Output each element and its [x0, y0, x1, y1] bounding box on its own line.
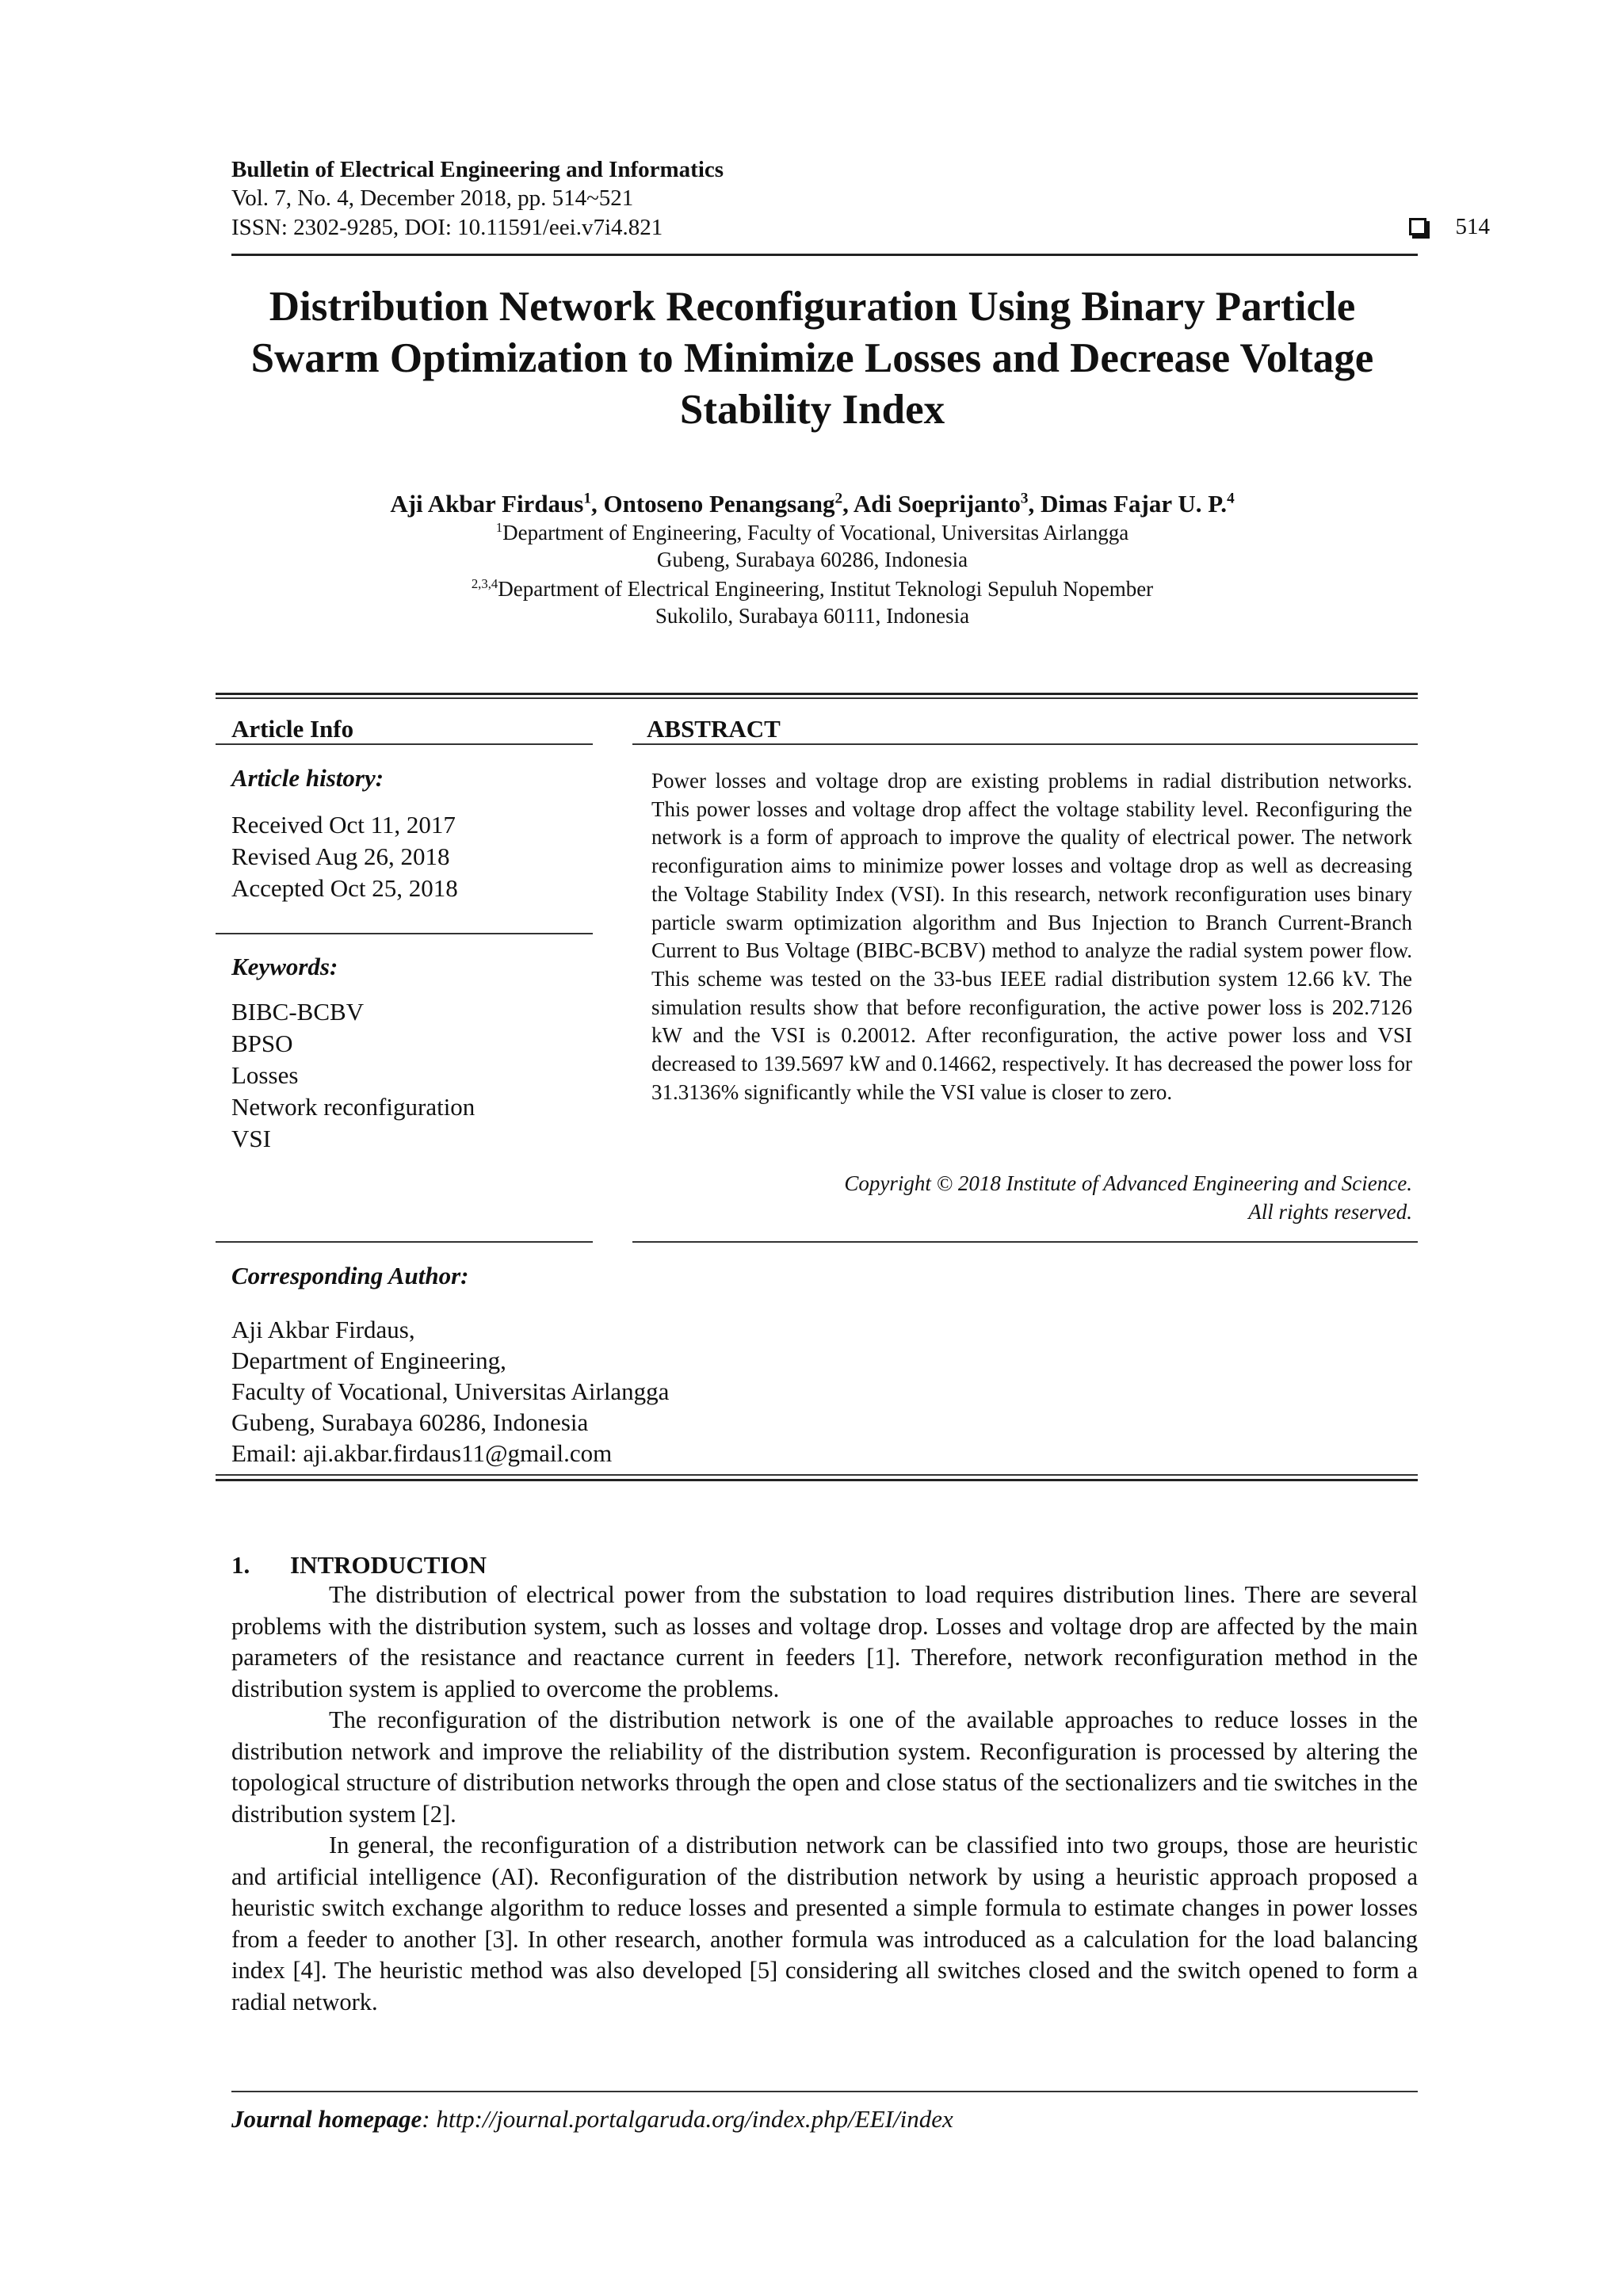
affiliation-1: $^1$Department of Engineering, Faculty of Vocational, Universitas Airlangga Gubeng, Surabaya 60286, Indonesia: [495, 520, 1129, 571]
accepted-date: Accepted Oct 25, 2018: [231, 874, 458, 902]
page-number: 514: [1455, 214, 1490, 239]
keyword-item: Losses: [231, 1061, 299, 1089]
keyword-list: [231, 996, 475, 1155]
footer-rule: [231, 2091, 1418, 2092]
header-rule: [231, 254, 1418, 256]
title-line: Swarm Optimization to Minimize Losses and Decrease Voltage: [250, 335, 1374, 381]
square-bullet-icon: [1409, 218, 1426, 235]
section-title: INTRODUCTION: [290, 1551, 487, 1579]
article-info-heading: Article Info: [231, 715, 354, 743]
introduction-heading: [231, 1551, 487, 1580]
title-line: Stability Index: [679, 387, 945, 433]
corresponding-line: Faculty of Vocational, Universitas Airlangga: [231, 1377, 670, 1405]
author-affiliation-marker: 1: [583, 490, 591, 507]
journal-homepage: [231, 2105, 953, 2134]
author-affiliation-marker: 3: [1020, 490, 1029, 507]
article-history: [231, 809, 458, 904]
corresponding-author-details: [231, 1314, 669, 1469]
section-number: 1.: [231, 1551, 250, 1579]
author-affiliation-marker: 2: [834, 490, 843, 507]
paragraph: The distribution of electrical power from the substation to load requires distribution lines. There are several problems with the distribution system, such as losses and voltage drop. Losses and voltage drop are affected by the main parameters of the resistance and reactance current in feeders [1]. Therefore, network reconfiguration method in the distribution system is applied to overcome the problems.: [231, 1581, 1418, 1702]
volume-info: Vol. 7, No. 4, December 2018, pp. 514~521: [231, 185, 634, 211]
author-list: Aji Akbar Firdaus$^1$, Ontoseno Penangsang$^2$, Adi Soeprijanto$^3$, Dimas Fajar U. P.$^4$: [390, 490, 1235, 518]
journal-name: Bulletin of Electrical Engineering and Informatics: [231, 157, 724, 182]
keyword-item: BIBC-BCBV: [231, 998, 365, 1026]
abstract-text: Power losses and voltage drop are existing problems in radial distribution networks. This power losses and voltage drop affect the voltage stability level. Reconfiguring the network is a form of approach to improve the quality of electrical power. The network reconfiguration aims to minimize power losses and voltage drop as well as decreasing the Voltage Stability Index (VSI). In this research, network reconfiguration uses binary particle swarm optimization algorithm and Bus Injection to Branch Current-Branch Current to Bus Voltage (BIBC-BCBV) method to analyze the radial system power flow. This scheme was tested on the 33-bus IEEE radial distribution system 12.66 kV. The simulation results show that before reconfiguration, the active power loss is 202.7126 kW and the VSI is 0.20012. After reconfiguration, the active power loss and VSI decreased to 139.5697 kW and 0.14662, respectively. It has decreased the power loss for 31.3136% significantly while the VSI value is closer to zero.: [651, 769, 1412, 1104]
section-rule-bottom-second: [216, 1479, 1418, 1481]
corresponding-line: Gubeng, Surabaya 60286, Indonesia: [231, 1408, 589, 1436]
article-info-rule: [216, 743, 593, 745]
article-info-bottom-rule: [216, 1241, 593, 1243]
revised-date: Revised Aug 26, 2018: [231, 842, 450, 870]
author-name: Dimas Fajar U. P.: [1040, 490, 1228, 518]
author-name: Aji Akbar Firdaus: [390, 490, 584, 518]
corresponding-line: Department of Engineering,: [231, 1347, 506, 1374]
homepage-url: : http://journal.portalgaruda.org/index.php/EEI/index: [422, 2105, 953, 2133]
corresponding-line: Aji Akbar Firdaus,: [231, 1316, 415, 1343]
author-name: Adi Soeprijanto: [853, 490, 1021, 518]
affiliation-2: $^{2,3,4}$Department of Electrical Engineering, Institut Teknologi Sepuluh Nopember Sukolilo, Surabaya 60111, Indonesia: [471, 576, 1154, 628]
introduction-body: [231, 1580, 1418, 2018]
copyright-notice: Copyright © 2018 Institute of Advanced Engineering and Science. All rights reserved.: [844, 1171, 1412, 1224]
issn-doi: ISSN: 2302-9285, DOI: 10.11591/eei.v7i4.821: [231, 215, 663, 240]
abstract-rule: [632, 743, 1418, 745]
received-date: Received Oct 11, 2017: [231, 811, 456, 839]
author-affiliation-marker: 4: [1227, 490, 1235, 507]
homepage-label: Journal homepage: [231, 2105, 422, 2133]
keyword-item: VSI: [231, 1125, 271, 1152]
section-rule-bottom: [216, 1474, 1418, 1476]
keyword-item: BPSO: [231, 1030, 293, 1057]
paper-title: [198, 281, 1426, 436]
article-history-heading: Article history:: [231, 764, 384, 792]
corresponding-author-heading: Corresponding Author:: [231, 1262, 469, 1289]
paragraph: The reconfiguration of the distribution network is one of the available approaches to reduce losses in the distribution network and improve the reliability of the distribution system. Reconfiguration is processed by altering the topological structure of distribution networks through the open and close status of the sectionalizers and tie switches in the distribution system [2].: [231, 1706, 1418, 1828]
corresponding-email: Email: aji.akbar.firdaus11@gmail.com: [231, 1439, 613, 1467]
abstract-heading: ABSTRACT: [647, 715, 781, 743]
keywords-rule: [216, 933, 593, 934]
section-rule-top: [216, 693, 1418, 695]
title-line: Distribution Network Reconfiguration Using Binary Particle: [269, 284, 1356, 330]
section-rule-top-second: [216, 697, 1418, 699]
keyword-item: Network reconfiguration: [231, 1093, 475, 1121]
paragraph: In general, the reconfiguration of a distribution network can be classified into two groups, those are heuristic and artificial intelligence (AI). Reconfiguration of the distribution network by using a heuristic approach proposed a heuristic switch exchange algorithm to reduce losses and presented a simple formula to estimate changes in power losses from a feeder to another [3]. In other research, another formula was introduced as a calculation for the load balancing index [4]. The heuristic method was also developed [5] considering all switches closed and the switch opened to form a radial network.: [231, 1832, 1418, 2015]
author-name: Ontoseno Penangsang: [603, 490, 835, 518]
abstract-bottom-rule: [632, 1241, 1418, 1243]
keywords-heading: Keywords:: [231, 953, 338, 980]
